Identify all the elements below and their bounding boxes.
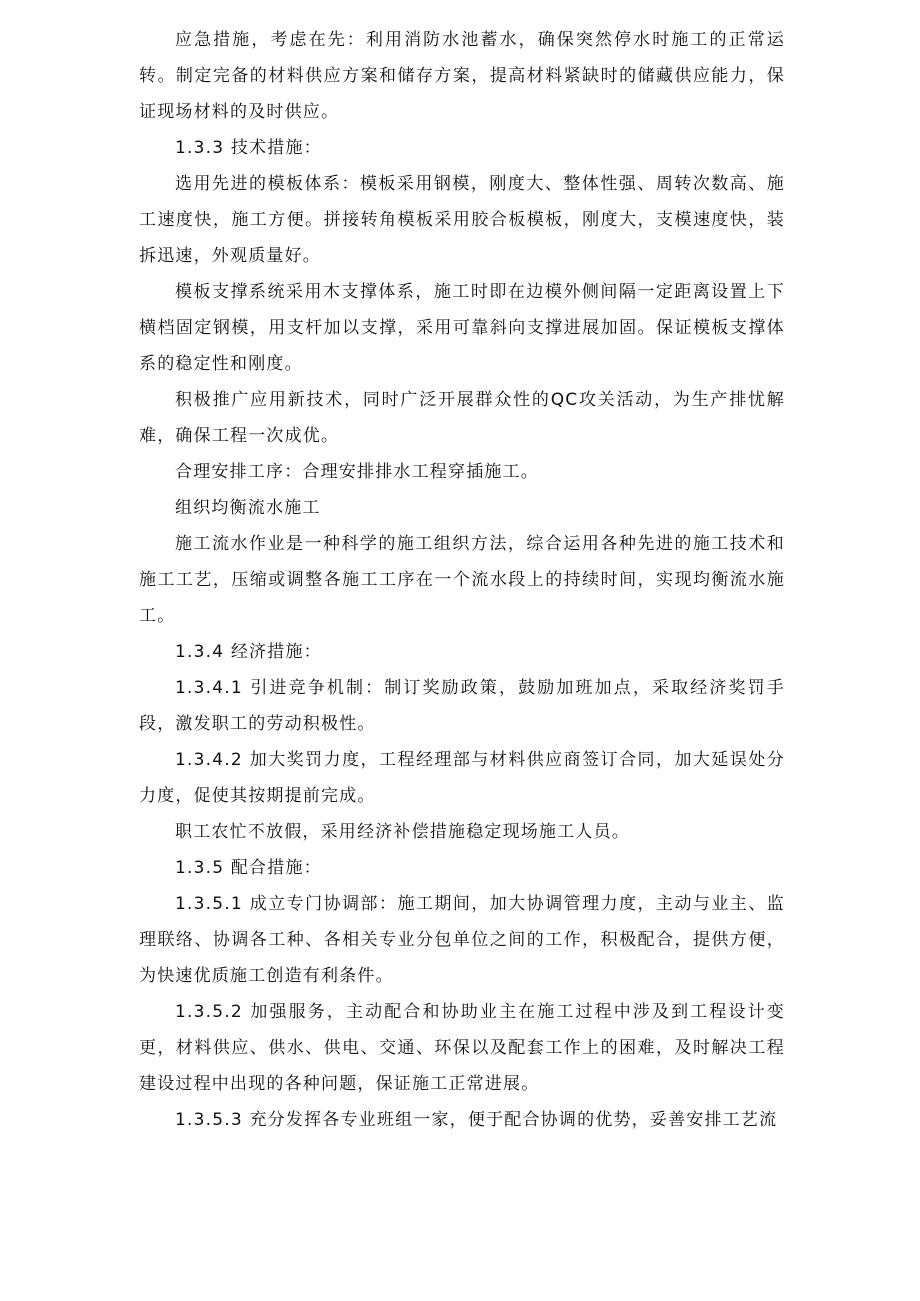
paragraph-no-holiday: 职工农忙不放假，采用经济补偿措施稳定现场施工人员。 <box>175 822 630 842</box>
paragraph-formwork-system: 选用先进的模板体系：模板采用钢模，刚度大、整体性强、周转次数高、施工速度快，施工方便。拼接转角模板采用胶合板模板，刚度大，支模速度快，装拆迅速，外观质量好。 <box>139 174 785 266</box>
heading-economic-measures: 1.3.4 经济措施： <box>175 642 322 662</box>
paragraph-team-advantage: 1.3.5.3 充分发挥各专业班组一家，便于配合协调的优势，妥善安排工艺流 <box>175 1110 778 1130</box>
heading-balanced-flow: 组织均衡流水施工 <box>175 498 321 518</box>
paragraph-process-arrangement: 合理安排工序：合理安排排水工程穿插施工。 <box>175 462 539 482</box>
paragraph-emergency-measures: 应急措施，考虑在先：利用消防水池蓄水，确保突然停水时施工的正常运转。制定完备的材料供应方案和储存方案，提高材料紧缺时的储藏供应能力，保证现场材料的及时供应。 <box>139 30 785 122</box>
paragraph-coordination-department: 1.3.5.1 成立专门协调部：施工期间，加大协调管理力度，主动与业主、监理联络、协调各工种、各相关专业分包单位之间的工作，积极配合，提供方便，为快速优质施工创造有利条件。 <box>139 894 785 986</box>
paragraph-reward-penalty: 1.3.4.2 加大奖罚力度，工程经理部与材料供应商签订合同，加大延误处分力度，促使其按期提前完成。 <box>139 750 785 806</box>
document-body <box>139 22 785 1138</box>
heading-technical-measures: 1.3.3 技术措施： <box>175 138 322 158</box>
paragraph-formwork-support: 模板支撑系统采用木支撑体系，施工时即在边模外侧间隔一定距离设置上下横档固定钢模，用支杆加以支撑，采用可靠斜向支撑进展加固。保证模板支撑体系的稳定性和刚度。 <box>139 282 785 374</box>
paragraph-strengthen-service: 1.3.5.2 加强服务，主动配合和协助业主在施工过程中涉及到工程设计变更，材料供应、供水、供电、交通、环保以及配套工作上的困难，及时解决工程建设过程中出现的各种问题，保证施工正常进展。 <box>139 1002 785 1094</box>
paragraph-flow-operation: 施工流水作业是一种科学的施工组织方法，综合运用各种先进的施工技术和施工工艺，压缩或调整各施工工序在一个流水段上的持续时间，实现均衡流水施工。 <box>139 534 785 626</box>
paragraph-new-technology: 积极推广应用新技术，同时广泛开展群众性的QC攻关活动，为生产排忧解难，确保工程一次成优。 <box>139 390 785 446</box>
heading-coordination-measures: 1.3.5 配合措施： <box>175 858 322 878</box>
paragraph-competition-mechanism: 1.3.4.1 引进竞争机制：制订奖励政策，鼓励加班加点，采取经济奖罚手段，激发职工的劳动积极性。 <box>139 678 785 734</box>
